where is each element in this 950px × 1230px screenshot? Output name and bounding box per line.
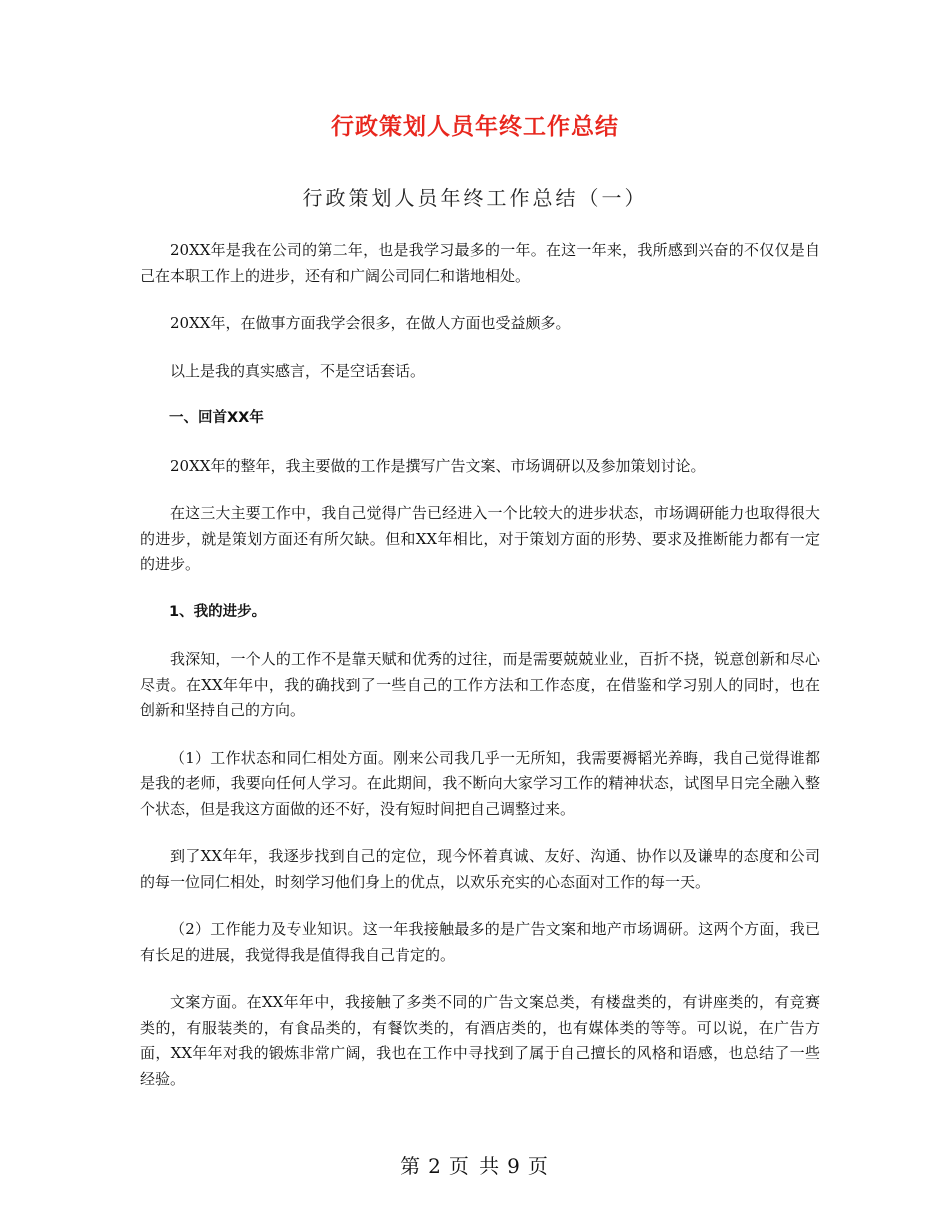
paragraph: 20XX年是我在公司的第二年，也是我学习最多的一年。在这一年来，我所感到兴奋的不仅仅是自己在本职工作上的进步，还有和广阔公司同仁和谐地相处。 (140, 241, 820, 285)
paragraph: 以上是我的真实感言，不是空话套话。 (170, 361, 426, 380)
document-body (140, 238, 820, 1114)
paragraph: （1）工作状态和同仁相处方面。刚来公司我几乎一无所知，我需要褥韬光养晦，我自己觉得谁都是我的老师，我要向任何人学习。在此期间，我不断向大家学习工作的精神状态，试图早日完全融入整个状态，但是我这方面做的还不好，没有短时间把自己调整过来。 (140, 748, 820, 818)
page-footer (0, 1150, 950, 1179)
page-number-middle: 页 共 (448, 1154, 502, 1178)
paragraph: （2）工作能力及专业知识。这一年我接触最多的是广告文案和地产市场调研。这两个方面，我已有长足的进展，我觉得我是值得我自己肯定的。 (140, 920, 820, 964)
paragraph: 文案方面。在XX年年中，我接触了多类不同的广告文案总类，有楼盘类的，有讲座类的，有竞赛类的，有服装类的，有食品类的，有餐饮类的，有酒店类的，也有媒体类的等等。可以说，在广告方面，XX年年对我的锻炼非常广阔，我也在工作中寻找到了属于自己擅长的风格和语感，也总结了一些经验。 (140, 993, 820, 1088)
document-subtitle: 行政策划人员年终工作总结（一） (302, 186, 648, 210)
section-heading: 一、回首XX年 (169, 410, 264, 426)
page-number-prefix: 第 (400, 1154, 423, 1178)
paragraph: 在这三大主要工作中，我自己觉得广告已经进入一个比较大的进步状态，市场调研能力也取得很大的进步，就是策划方面还有所欠缺。但和XX年相比，对于策划方面的形势、要求及推断能力都有一定的进步。 (140, 504, 820, 573)
page-number-suffix: 页 (527, 1154, 550, 1178)
paragraph: 到了XX年年，我逐步找到自己的定位，现今怀着真诚、友好、沟通、协作以及谦卑的态度和公司的每一位同仁相处，时刻学习他们身上的优点，以欢乐充实的心态面对工作的每一天。 (140, 847, 820, 891)
subsection-heading: 1、我的进步。 (169, 603, 267, 620)
paragraph: 我深知，一个人的工作不是靠天赋和优秀的过往，而是需要兢兢业业，百折不挠，锐意创新和尽心尽责。在XX年年中，我的确找到了一些自己的工作方法和工作态度，在借鉴和学习别人的同时，也在创新和坚持自己的方向。 (140, 650, 820, 719)
total-page-count: 9 (507, 1154, 522, 1178)
current-page-number: 2 (428, 1154, 443, 1178)
document-title: 行政策划人员年终工作总结 (331, 114, 619, 140)
paragraph: 20XX年，在做事方面我学会很多，在做人方面也受益颇多。 (170, 314, 571, 332)
paragraph: 20XX年的整年，我主要做的工作是撰写广告文案、市场调研以及参加策划讨论。 (170, 456, 706, 475)
